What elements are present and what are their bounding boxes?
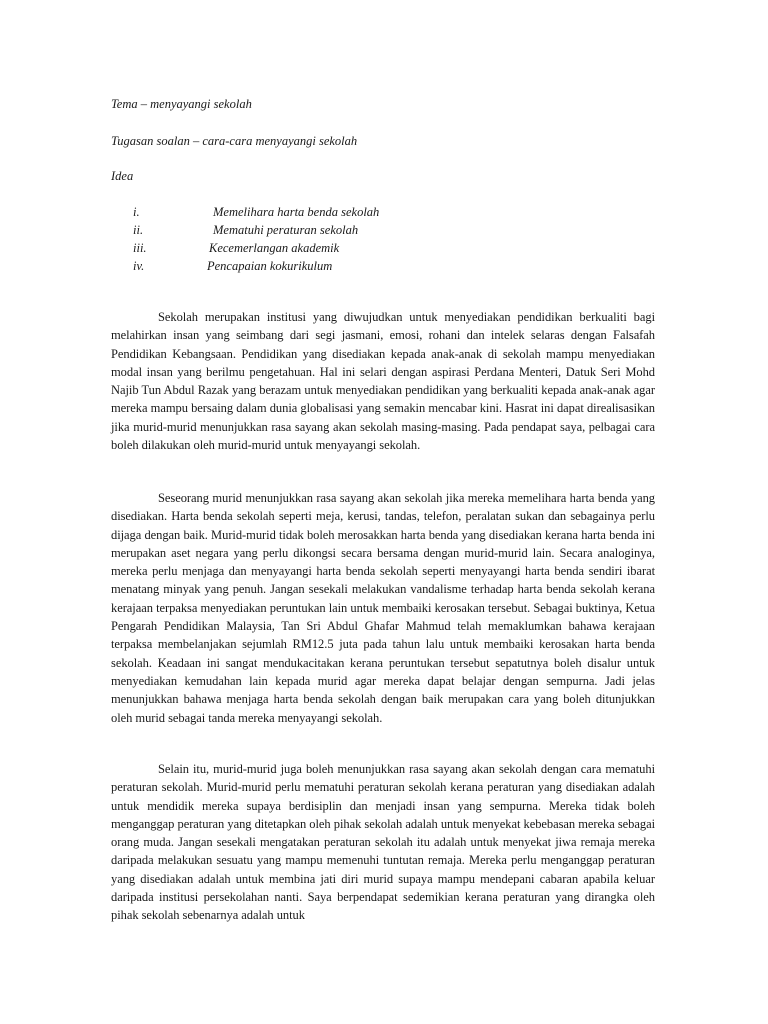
idea-text: Kecemerlangan akademik (209, 241, 340, 255)
idea-list (111, 203, 511, 275)
idea-heading: Idea (111, 169, 134, 183)
paragraph-harta-benda: Seseorang murid menunjukkan rasa sayang akan sekolah jika mereka memelihara harta benda yang disediakan. Harta benda sekolah seperti meja, kerusi, tandas, telefon, peralatan sukan dan sebagainya perlu dijaga dengan baik. Murid-murid tidak boleh merosakkan harta benda yang disediakan kerana harta benda ini merupakan aset negara yang perlu dikongsi secara bersama dengan murid-murid lain. Secara analoginya, mereka perlu menjaga dan menyayangi harta benda sekolah seperti menyayangi harta benda sendiri ibarat menatang minyak yang penuh. Jangan sesekali melakukan vandalisme terhadap harta benda sekolah kerana kerajaan terpaksa menyediakan peruntukan lain untuk membaiki kerosakan tersebut. Sebagai buktinya, Ketua Pengarah Pendidikan Malaysia, Tan Sri Abdul Ghafar Mahmud telah memaklumkan bahawa kerajaan terpaksa membelanjakan sejumlah RM12.5 juta pada tahun lalu untuk membaiki kerosakan harta benda sekolah. Keadaan ini sangat mendukacitakan kerana peruntukan tersebut sepatutnya boleh disalur untuk menyediakan kemudahan lain kepada murid agar mereka dapat belajar dengan sempurna. Jadi jelas menunjukkan bahawa menjaga harta benda sekolah dengan baik merupakan cara yang boleh ditunjukkan oleh murid sebagai tanda mereka menyayangi sekolah. (111, 491, 655, 725)
list-item (111, 239, 511, 257)
idea-text: Mematuhi peraturan sekolah (213, 223, 359, 237)
paragraph-intro: Sekolah merupakan institusi yang diwujudkan untuk menyediakan pendidikan berkualiti bagi melahirkan insan yang seimbang dari segi jasmani, emosi, rohani dan intelek selaras dengan Falsafah Pendidikan Kebangsaan. Pendidikan yang disediakan kepada anak-anak di sekolah mampu menyediakan modal insan yang berilmu pengetahuan. Hal ini selari dengan aspirasi Perdana Menteri, Datuk Seri Mohd Najib Tun Abdul Razak yang berazam untuk menyediakan pendidikan yang berkualiti kepada anak-anak agar mereka mampu bersaing dalam dunia globalisasi yang semakin mencabar kini. Hasrat ini dapat direalisasikan jika murid-murid menunjukkan rasa sayang akan sekolah masing-masing. Pada pendapat saya, pelbagai cara boleh dilakukan oleh murid-murid untuk menyayangi sekolah. (111, 310, 655, 453)
idea-number: i. (133, 205, 140, 219)
idea-text: Memelihara harta benda sekolah (213, 205, 380, 219)
idea-number: iii. (133, 241, 147, 255)
idea-number: ii. (133, 223, 144, 237)
list-item (111, 221, 511, 239)
theme-heading: Tema – menyayangi sekolah (111, 97, 252, 111)
idea-number: iv. (133, 259, 145, 273)
task-heading: Tugasan soalan – cara-cara menyayangi sekolah (111, 134, 358, 148)
list-item (111, 203, 511, 221)
list-item (111, 257, 511, 275)
paragraph-peraturan: Selain itu, murid-murid juga boleh menunjukkan rasa sayang akan sekolah dengan cara mematuhi peraturan sekolah. Murid-murid perlu mematuhi peraturan sekolah kerana peraturan yang disediakan adalah untuk mendidik mereka supaya berdisiplin dan menjadi insan yang sempurna. Mereka tidak boleh menganggap peraturan yang ditetapkan oleh pihak sekolah adalah untuk menyekat kebebasan mereka sebagai orang muda. Jangan sesekali mengatakan peraturan sekolah itu adalah untuk menyekat jiwa remaja mereka daripada melakukan sesuatu yang mampu memenuhi tuntutan remaja. Mereka perlu menganggap peraturan yang disediakan adalah untuk membina jati diri murid supaya mampu mendepani cabaran apabila keluar daripada institusi persekolahan nanti. Saya berpendapat sedemikian kerana peraturan yang dirangka oleh pihak sekolah sebenarnya adalah untuk (111, 762, 655, 923)
idea-text: Pencapaian kokurikulum (207, 259, 333, 273)
